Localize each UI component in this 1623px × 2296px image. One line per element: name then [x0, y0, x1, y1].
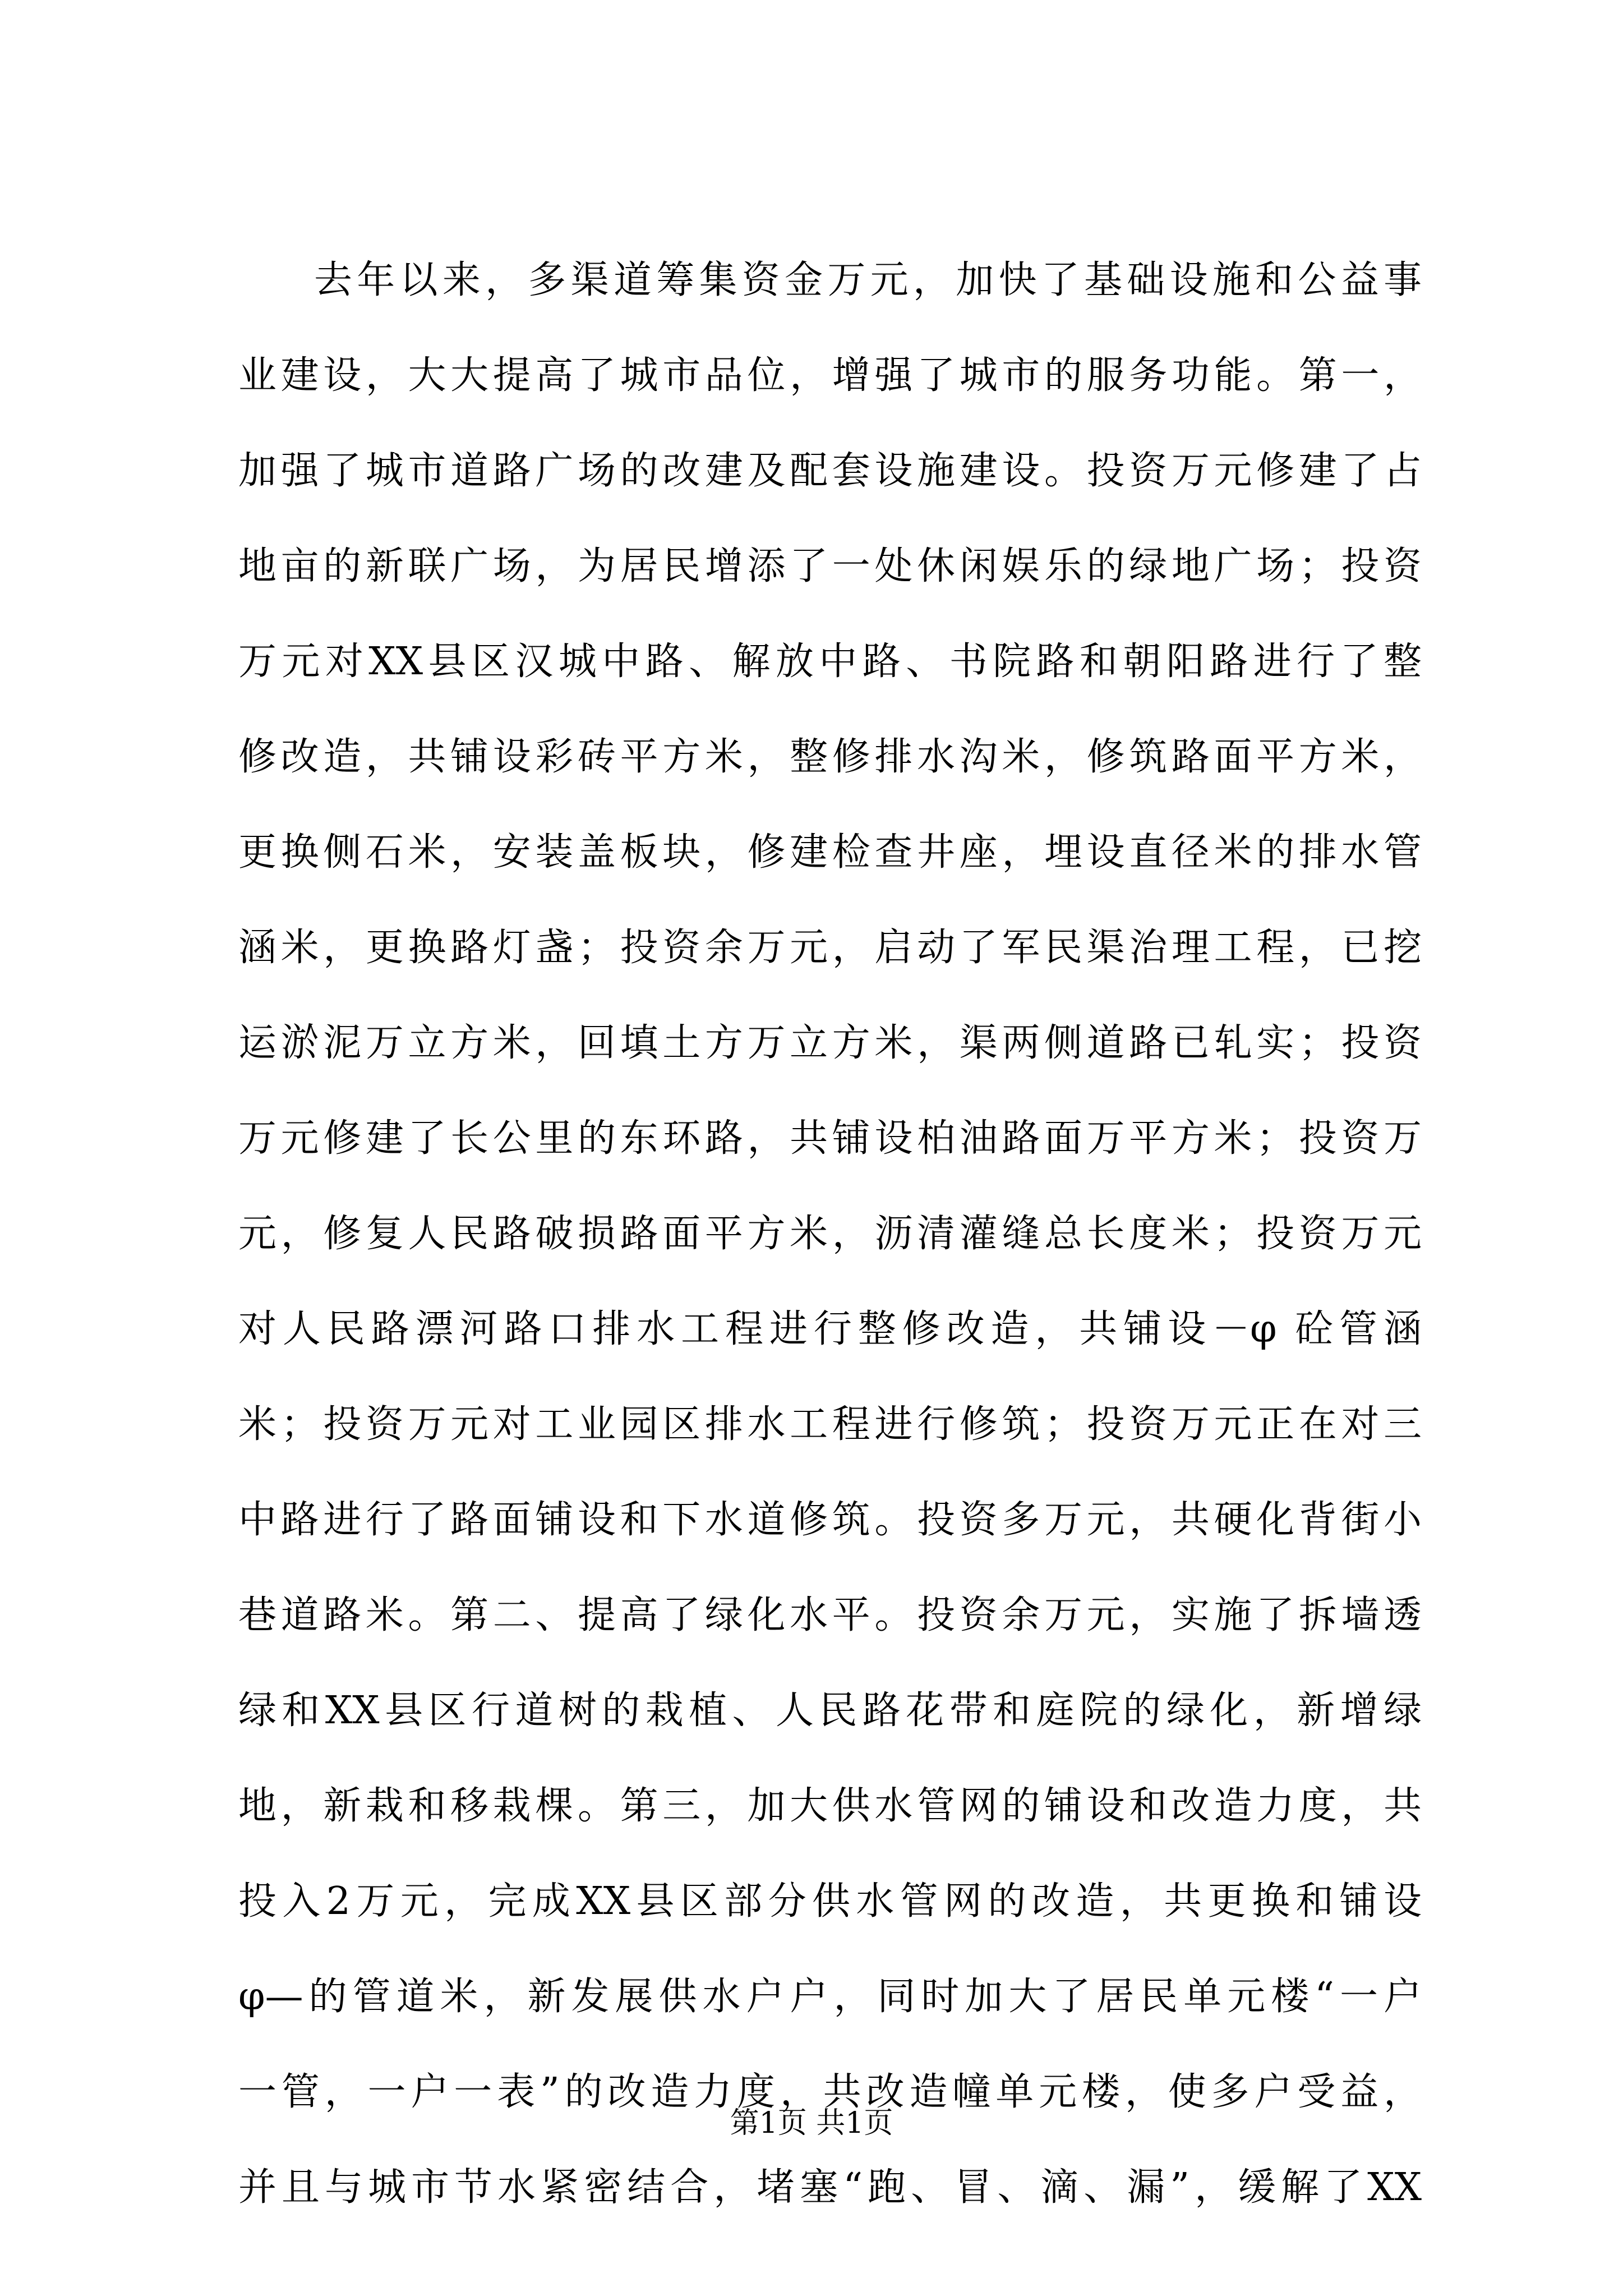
paragraph-line: 投入2万元，完成XX县区部分供水管网的改造，共更换和铺设: [238, 1879, 1422, 1924]
paragraph-line: 巷道路米。第二、提高了绿化水平。投资余万元，实施了拆墙透: [238, 1593, 1422, 1637]
paragraph-line: 涵米，更换路灯盏；投资余万元，启动了军民渠治理工程，已挖: [238, 926, 1422, 970]
paragraph-line: 运淤泥万立方米，回填土方万立方米，渠两侧道路已轧实；投资: [238, 1021, 1422, 1065]
paragraph-line: 中路进行了路面铺设和下水道修筑。投资多万元，共硬化背街小: [238, 1498, 1422, 1542]
paragraph-line: 加强了城市道路广场的改建及配套设施建设。投资万元修建了占: [238, 449, 1422, 493]
paragraph-line: 绿和XX县区行道树的栽植、人民路花带和庭院的绿化，新增绿: [238, 1688, 1422, 1733]
paragraph-line: 业建设，大大提高了城市品位，增强了城市的服务功能。第一，: [238, 353, 1422, 398]
paragraph-line: φ—的管道米，新发展供水户户，同时加大了居民单元楼“一户: [238, 1975, 1422, 2019]
paragraph-line: 万元对XX县区汉城中路、解放中路、书院路和朝阳路进行了整: [238, 639, 1422, 684]
paragraph-line: 更换侧石米，安装盖板块，修建检查井座，埋设直径米的排水管: [238, 830, 1422, 875]
body-paragraph: [238, 233, 1422, 2235]
paragraph-line: 米；投资万元对工业园区排水工程进行修筑；投资万元正在对三: [238, 1402, 1422, 1447]
paragraph-line: 元，修复人民路破损路面平方米，沥清灌缝总长度米；投资万元: [238, 1212, 1422, 1256]
paragraph-line: 对人民路漂河路口排水工程进行整修改造，共铺设－φ 砼管涵: [238, 1307, 1422, 1351]
page-number-label: 第1页 共1页: [730, 2106, 893, 2140]
paragraph-line: 地，新栽和移栽棵。第三，加大供水管网的铺设和改造力度，共: [238, 1784, 1422, 1828]
paragraph-line: 万元修建了长公里的东环路，共铺设柏油路面万平方米；投资万: [238, 1116, 1422, 1161]
paragraph-line: 修改造，共铺设彩砖平方米，整修排水沟米，修筑路面平方米，: [238, 735, 1422, 779]
page-footer: [0, 2101, 1623, 2146]
paragraph-line: 一管，一户一表”的改造力度，共改造幢单元楼，使多户受益，: [238, 2070, 1422, 2114]
paragraph-line: 去年以来，多渠道筹集资金万元，加快了基础设施和公益事: [314, 258, 1422, 302]
paragraph-line: 地亩的新联广场，为居民增添了一处休闲娱乐的绿地广场；投资: [238, 544, 1422, 588]
paragraph-line: 并且与城市节水紧密结合，堵塞“跑、冒、滴、漏”，缓解了XX: [238, 2165, 1422, 2210]
